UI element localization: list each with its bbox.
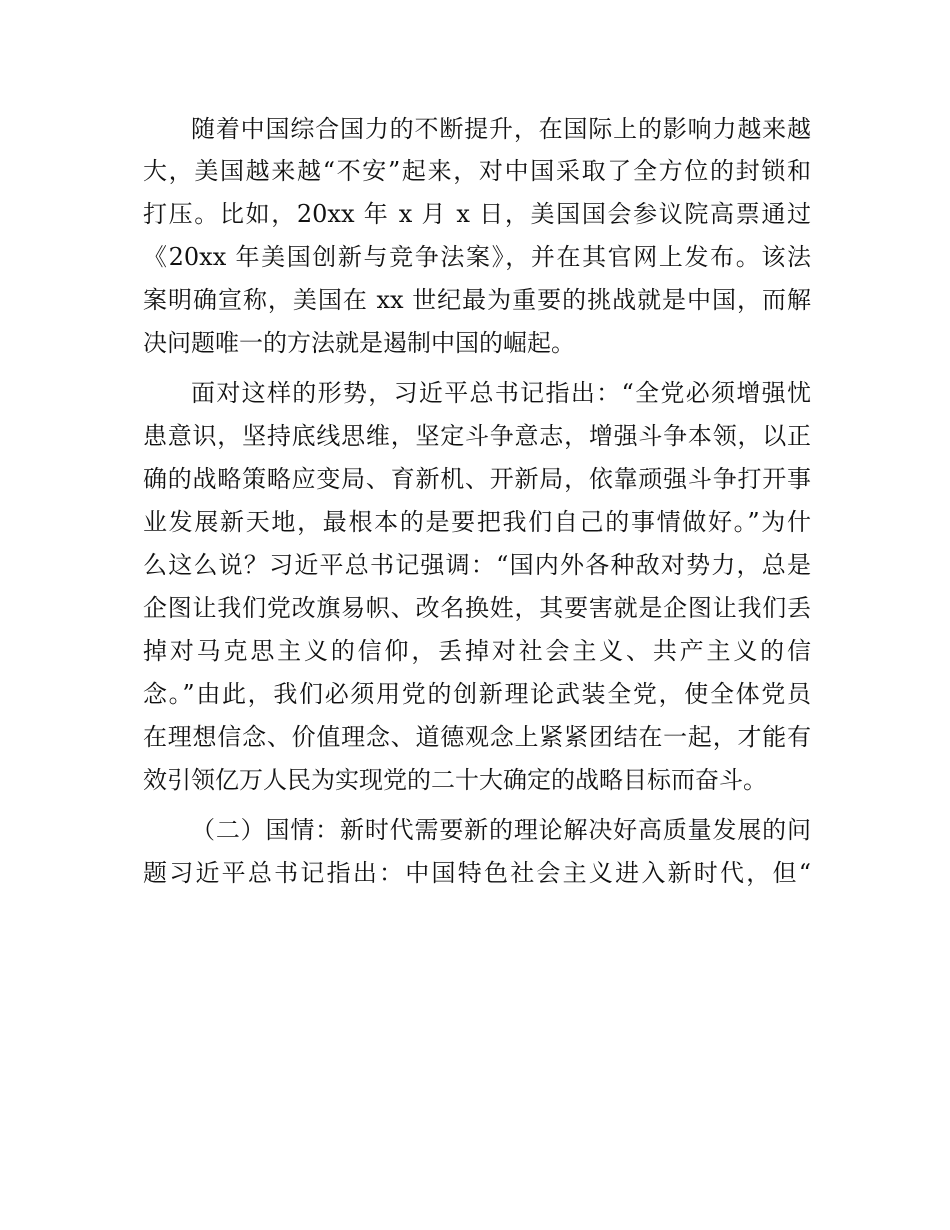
text-line: 么这么说？习近平总书记强调：“国内外各种敌对势力，总是 [143, 551, 811, 579]
text-line: 随着中国综合国力的不断提升，在国际上的影响力越来越 [191, 115, 811, 143]
text-line: 确的战略策略应变局、育新机、开新局，依靠顽强斗争打开事 [143, 465, 811, 493]
text-line: 效引领亿万人民为实现党的二十大确定的战略目标而奋斗。 [143, 766, 767, 794]
text-line: 掉对马克思主义的信仰，丢掉对社会主义、共产主义的信 [143, 637, 811, 665]
text-line: 打压。比如，20xx 年 x 月 x 日，美国国会参议院高票通过 [143, 200, 811, 228]
text-line: 《20xx 年美国创新与竞争法案》，并在其官网上发布。该法 [143, 243, 811, 271]
text-line: 患意识，坚持底线思维，坚定斗争意志，增强斗争本领，以正 [143, 422, 811, 450]
text-line: 念。”由此，我们必须用党的创新理论武装全党，使全体党员 [143, 680, 811, 708]
text-line: 面对这样的形势，习近平总书记指出：“全党必须增强忧 [191, 379, 811, 407]
text-line: 企图让我们党改旗易帜、改名换姓，其要害就是企图让我们丢 [143, 594, 811, 622]
text-line: 案明确宣称，美国在 xx 世纪最为重要的挑战就是中国，而解 [143, 286, 811, 314]
text-line: 大，美国越来越“不安”起来，对中国采取了全方位的封锁和 [143, 157, 811, 185]
text-line: 题习近平总书记指出：中国特色社会主义进入新时代，但“ [143, 859, 811, 887]
text-line: 业发展新天地，最根本的是要把我们自己的事情做好。”为什 [143, 508, 811, 536]
text-line: 在理想信念、价值理念、道德观念上紧紧团结在一起，才能有 [143, 723, 811, 751]
section-heading-line: （二）国情：新时代需要新的理论解决好高质量发展的问 [191, 816, 811, 844]
text-line: 决问题唯一的方法就是遏制中国的崛起。 [143, 329, 575, 357]
